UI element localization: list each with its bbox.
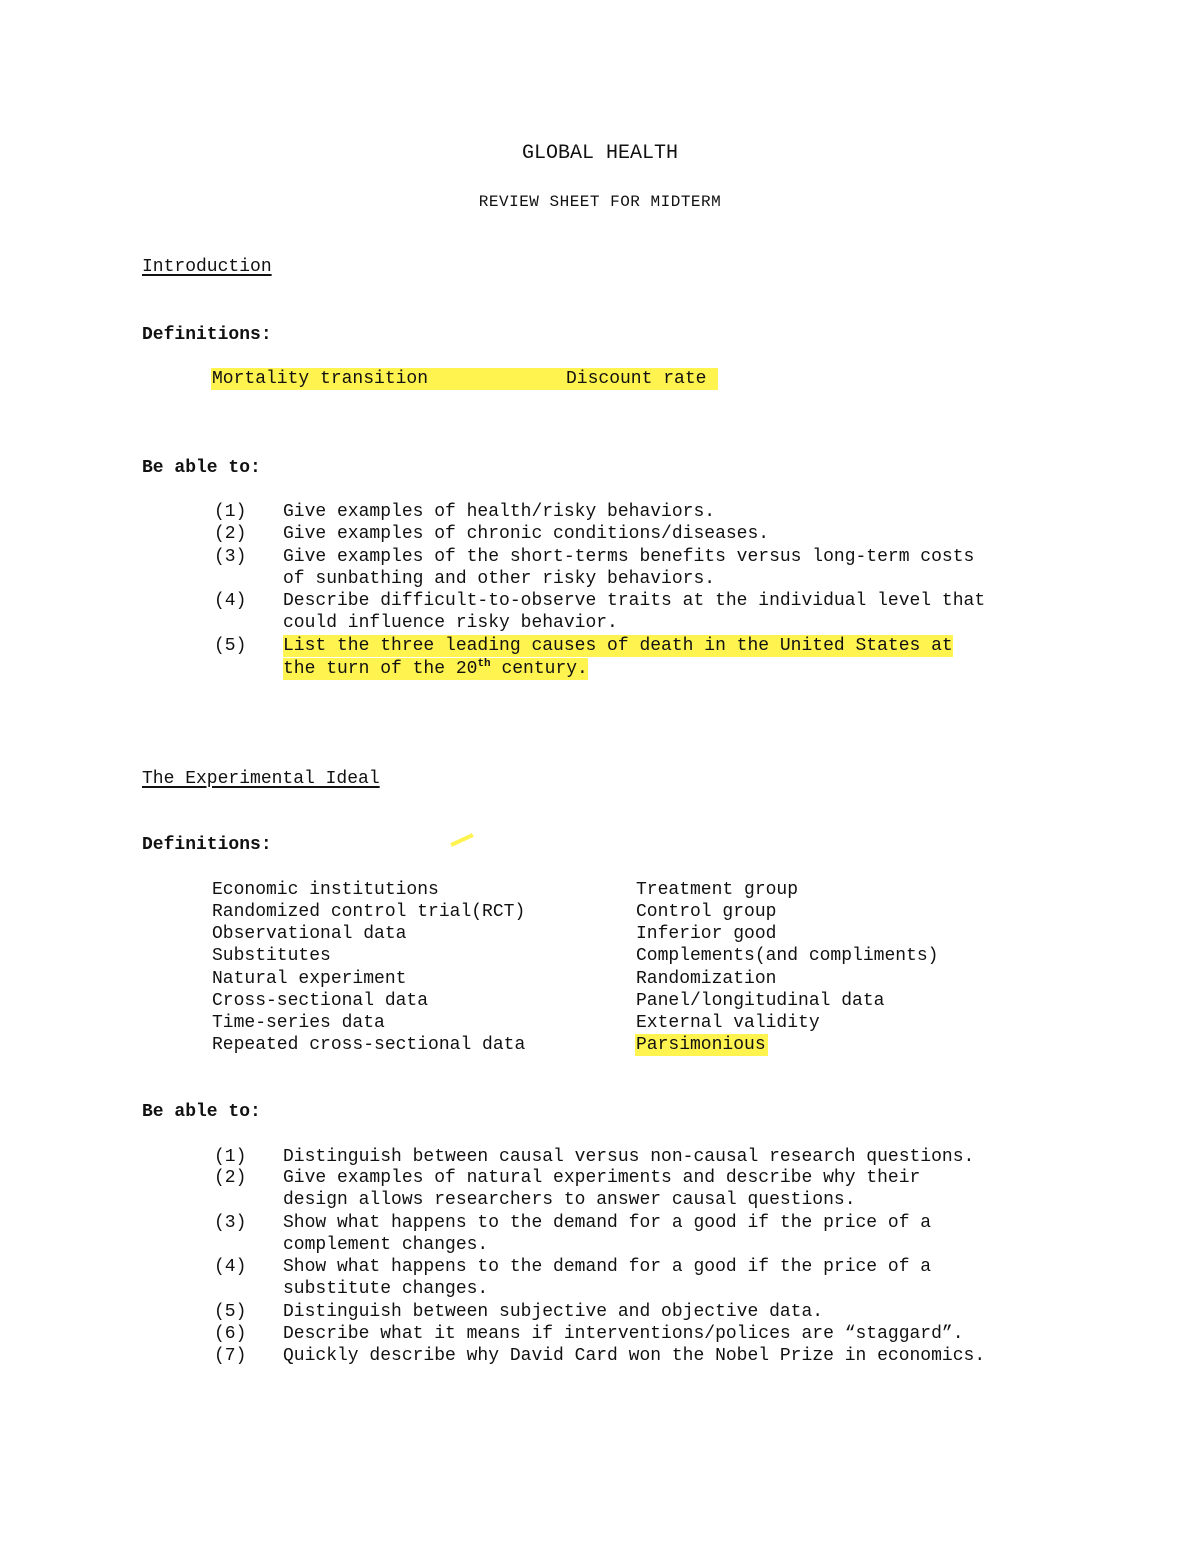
item-text: Describe what it means if interventions/polices are “staggard”.	[283, 1324, 964, 1344]
definition-term: Treatment group	[636, 880, 799, 900]
item-number: (2)	[214, 1168, 247, 1188]
list-item	[0, 1256, 1200, 1300]
item-number: (6)	[214, 1324, 247, 1344]
list-item	[0, 546, 1200, 590]
definition-term: Randomized control trial(RCT)	[212, 902, 526, 922]
item-text: could influence risky behavior.	[283, 613, 618, 633]
item-text: Give examples of natural experiments and describe why their	[283, 1168, 921, 1188]
definition-term: Discount rate	[566, 369, 707, 389]
item-number: (1)	[214, 502, 247, 522]
item-text: Show what happens to the demand for a good if the price of a	[283, 1257, 932, 1277]
definition-term: Cross-sectional data	[212, 991, 429, 1011]
list-item	[0, 1212, 1200, 1256]
definition-term: External validity	[636, 1013, 820, 1033]
definition-term: Repeated cross-sectional data	[212, 1035, 526, 1055]
superscript-th: th	[477, 658, 491, 670]
section-heading-experimental-ideal: The Experimental Ideal	[142, 769, 380, 789]
definitions-label: Definitions:	[142, 325, 272, 345]
definition-term: Time-series data	[212, 1013, 385, 1033]
item-text: Distinguish between subjective and objective data.	[283, 1302, 824, 1322]
be-able-to-label: Be able to:	[142, 1102, 261, 1122]
item-text: of sunbathing and other risky behaviors.	[283, 569, 716, 589]
item-text-highlighted: the turn of the 20th century.	[283, 658, 588, 679]
item-number: (7)	[214, 1346, 247, 1366]
item-number: (2)	[214, 524, 247, 544]
list-item	[0, 635, 1200, 681]
definition-term: Mortality transition	[212, 369, 429, 389]
item-text: Quickly describe why David Card won the Nobel Prize in economics.	[283, 1346, 986, 1366]
item-text: Give examples of the short-terms benefits versus long-term costs	[283, 547, 975, 567]
definitions-label: Definitions:	[142, 835, 272, 855]
document-title: GLOBAL HEALTH	[521, 142, 679, 165]
be-able-to-label: Be able to:	[142, 458, 261, 478]
definition-term: Complements(and compliments)	[636, 946, 939, 966]
highlighter-stroke	[450, 833, 473, 847]
item-number: (4)	[214, 1257, 247, 1277]
item-text: Describe difficult-to-observe traits at the individual level that	[283, 591, 986, 611]
definition-term: Substitutes	[212, 946, 331, 966]
definition-term: Natural experiment	[212, 969, 407, 989]
item-number: (1)	[214, 1147, 247, 1167]
definition-term-highlighted: Parsimonious	[636, 1035, 766, 1055]
item-text: Show what happens to the demand for a good if the price of a	[283, 1213, 932, 1233]
document-subtitle: REVIEW SHEET FOR MIDTERM	[478, 193, 722, 211]
definition-term: Observational data	[212, 924, 407, 944]
item-number: (3)	[214, 1213, 247, 1233]
definition-term: Economic institutions	[212, 880, 439, 900]
item-text: Distinguish between causal versus non-causal research questions.	[283, 1147, 975, 1167]
item-number: (3)	[214, 547, 247, 567]
list-item	[0, 590, 1200, 634]
item-number: (5)	[214, 1302, 247, 1322]
item-text-highlighted: List the three leading causes of death in the United States at	[283, 636, 953, 656]
definition-term: Randomization	[636, 969, 777, 989]
item-text: substitute changes.	[283, 1279, 489, 1299]
item-number: (4)	[214, 591, 247, 611]
item-number: (5)	[214, 636, 247, 656]
list-item	[0, 1167, 1200, 1211]
section-heading-introduction: Introduction	[142, 257, 272, 277]
item-text: Give examples of chronic conditions/diseases.	[283, 524, 770, 544]
item-text: Give examples of health/risky behaviors.	[283, 502, 716, 522]
item-text: design allows researchers to answer causal questions.	[283, 1190, 856, 1210]
definition-term: Panel/longitudinal data	[636, 991, 885, 1011]
item-text: complement changes.	[283, 1235, 489, 1255]
definition-term: Control group	[636, 902, 777, 922]
definition-term: Inferior good	[636, 924, 777, 944]
